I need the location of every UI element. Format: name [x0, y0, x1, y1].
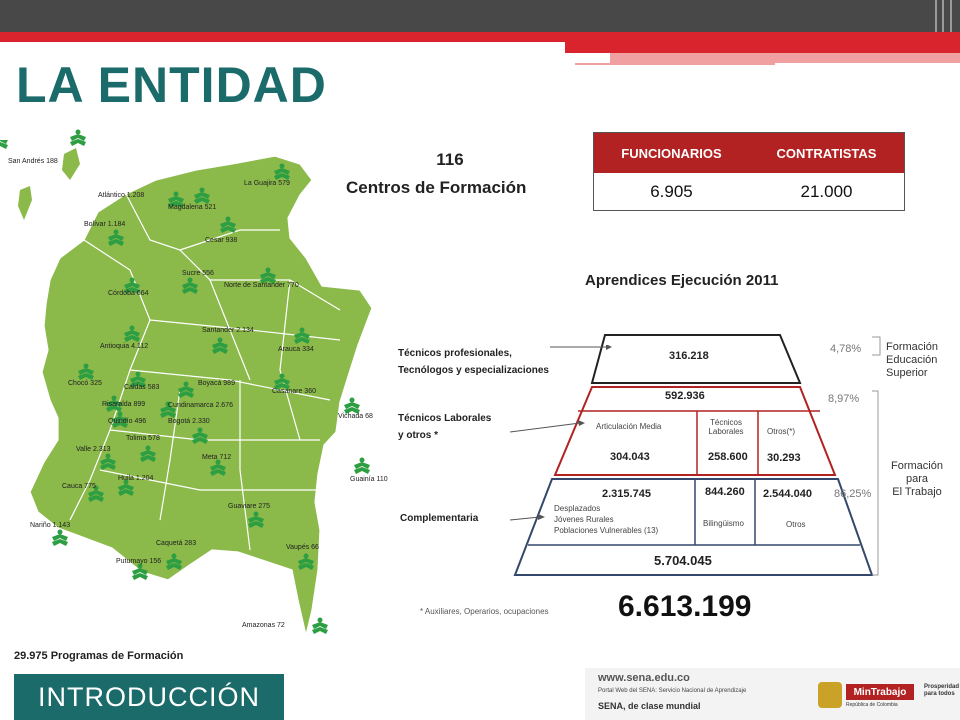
map-label: Córdoba 664 — [108, 290, 149, 297]
label-tecnicos-laborales-sub: Técnicos Laborales — [708, 418, 744, 436]
map-label: Nariño 1.143 — [30, 522, 71, 529]
map-label: Vaupés 66 — [286, 544, 319, 551]
label-tecnicos-profesionales: Técnicos profesionales, Tecnólogos y especializaciones — [398, 348, 549, 376]
value-top: 316.218 — [669, 350, 709, 362]
label-educacion-superior: Formación Educación Superior — [886, 341, 938, 379]
value-contratistas: 21.000 — [749, 173, 904, 210]
ministry-logo — [812, 678, 960, 720]
map-label: Antioquia 4.112 — [100, 343, 149, 350]
red-bar-right — [565, 42, 960, 53]
map-label: Caldas 583 — [124, 384, 160, 391]
map-label: Atlántico 1.208 — [98, 192, 145, 199]
prosperidad-logo: Prosperidad para todos — [924, 684, 960, 697]
value-otros-bottom: 2.544.040 — [763, 488, 812, 500]
map-label: Arauca 334 — [278, 346, 314, 353]
value-funcionarios: 6.905 — [594, 173, 749, 210]
value-articulacion: 304.043 — [610, 451, 650, 463]
map-label: Bolívar 1.184 — [84, 221, 126, 228]
page-title: LA ENTIDAD — [16, 57, 327, 113]
map-label: Bogotá 2.330 — [168, 418, 210, 425]
map-label: Meta 712 — [202, 454, 232, 461]
coat-of-arms-icon — [818, 682, 842, 708]
label-otros-bottom: Otros — [786, 520, 806, 529]
centers-number: 116 — [436, 150, 464, 169]
map-label: Quindío 496 — [108, 418, 147, 425]
total-aprendices: 6.613.199 — [618, 590, 752, 623]
map-label: Caquetá 283 — [156, 540, 197, 547]
decor-stripe — [950, 0, 952, 32]
map-label: Amazonas 72 — [242, 622, 285, 629]
label-articulacion: Articulación Media — [596, 422, 662, 431]
map-label: Cesar 938 — [205, 237, 238, 244]
map-label: Chocó 325 — [68, 380, 102, 387]
value-tecnicos-laborales: 258.600 — [708, 451, 748, 463]
centers-label: Centros de Formación — [346, 178, 527, 197]
pink-bar — [610, 53, 960, 63]
programs-count: 29.975 Programas de Formación — [14, 650, 184, 662]
ministry-name: MinTrabajo — [846, 684, 914, 700]
map-labels — [0, 0, 388, 660]
intro-badge: INTRODUCCIÓN — [14, 674, 284, 720]
header-contratistas: CONTRATISTAS — [749, 133, 904, 173]
map-label: Sucre 556 — [182, 270, 214, 277]
label-desplazados: Desplazados Jóvenes Rurales Poblaciones Vulnerables (13) — [554, 504, 659, 535]
map-label: Guaviare 275 — [228, 503, 271, 510]
value-otros-mid: 30.293 — [767, 452, 801, 464]
label-complementaria: Complementaria — [400, 513, 479, 524]
pct-superior: 4,78% — [830, 343, 862, 355]
map-label: San Andrés 188 — [8, 158, 58, 165]
footer-website[interactable]: www.sena.edu.co — [598, 672, 690, 684]
value-desplazados: 2.315.745 — [602, 488, 651, 500]
map-label: Norte de Santander 770 — [224, 282, 299, 289]
aprendices-title: Aprendices Ejecución 2011 — [585, 272, 779, 289]
ministry-sub: República de Colombia — [846, 702, 898, 708]
map-label: Casanare 360 — [272, 388, 316, 395]
map-label: Guainía 110 — [350, 476, 388, 483]
label-bilinguismo: Bilingüismo — [703, 519, 744, 528]
staff-table — [593, 132, 905, 211]
footer-portal: Portal Web del SENA: Servicio Nacional de Aprendizaje — [598, 688, 747, 694]
pct-complementaria: 86,25% — [834, 488, 872, 500]
header-funcionarios: FUNCIONARIOS — [594, 133, 749, 173]
map-label: Boyacá 989 — [198, 380, 235, 387]
map-label: Cauca 775 — [62, 483, 96, 490]
value-bilinguismo: 844.260 — [705, 486, 745, 498]
map-label: Cundinamarca 2.676 — [168, 402, 233, 409]
label-tecnicos-laborales: Técnicos Laborales y otros * — [398, 413, 492, 441]
label-formacion-trabajo: Formación para El Trabajo — [891, 460, 943, 498]
footer-sena-tagline: SENA, de clase mundial — [598, 701, 701, 711]
map-label: Vichada 68 — [338, 413, 373, 420]
map-label: Risaralda 899 — [102, 401, 146, 408]
map-label: Magdalena 521 — [168, 204, 217, 211]
map-label: La Guajira 579 — [244, 180, 290, 187]
value-base: 5.704.045 — [654, 553, 712, 568]
label-otros-mid: Otros(*) — [767, 427, 795, 436]
map-label: Valle 2.313 — [76, 446, 111, 453]
map-label: Santander 2.134 — [202, 327, 254, 334]
pink-line — [575, 63, 775, 65]
footnote: * Auxiliares, Operarios, ocupaciones — [420, 607, 549, 616]
value-middle: 592.936 — [665, 390, 705, 402]
decor-stripe — [942, 0, 944, 32]
map-label: Tolima 578 — [126, 435, 160, 442]
decor-stripe — [935, 0, 937, 32]
pct-laborales: 8,97% — [828, 393, 860, 405]
map-label: Putumayo 156 — [116, 558, 162, 565]
map-label: Huila 1.204 — [118, 475, 154, 482]
